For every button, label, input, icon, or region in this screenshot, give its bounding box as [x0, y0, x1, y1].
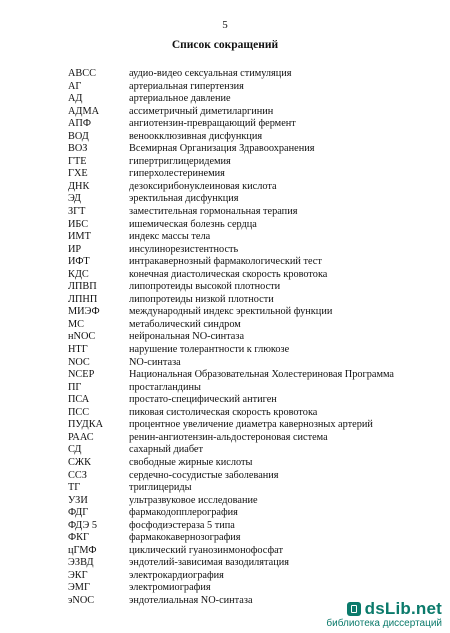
abbreviation-term: ГТЕ [68, 155, 87, 167]
abbreviation-definition: нейрональная NO-синтаза [129, 331, 245, 343]
abbreviation-definition: простагландины [129, 381, 201, 393]
abbreviation-term: нNOC [68, 331, 96, 343]
abbreviation-term: ИР [68, 243, 82, 255]
abbreviation-definition: индекс массы тела [129, 231, 211, 243]
abbreviation-definition: фармакодопплерография [129, 507, 238, 519]
abbreviation-definition: заместительная гормональная терапия [129, 206, 298, 218]
abbreviation-definition: веноокклюзивная дисфункция [129, 130, 263, 142]
list-item [68, 156, 428, 169]
abbreviation-definition: электрокардиография [129, 569, 224, 581]
list-item [68, 118, 428, 131]
watermark [326, 599, 442, 629]
abbreviation-term: ССЗ [68, 469, 87, 481]
list-item [68, 407, 428, 420]
abbreviation-term: ЭЗВД [68, 557, 94, 569]
abbreviation-term: ПУДКА [68, 419, 104, 431]
abbreviation-term: ПСС [68, 406, 90, 418]
abbreviation-definition: липопротеиды высокой плотности [129, 281, 281, 293]
abbreviation-term: СЖК [68, 456, 91, 468]
list-item [68, 181, 428, 194]
list-item [68, 582, 428, 595]
abbreviation-term: ИБС [68, 218, 89, 230]
abbreviation-definition: артериальное давление [129, 93, 231, 105]
list-item [68, 394, 428, 407]
abbreviation-term: АВСС [68, 68, 97, 79]
abbreviation-definition: эндотелиальная NO-синтаза [129, 594, 253, 606]
abbreviation-term: КДС [68, 268, 89, 280]
abbreviation-definition: интракавернозный фармакологический тест [129, 256, 322, 268]
abbreviation-definition: фармакокавернозография [129, 532, 241, 544]
abbreviation-definition: конечная диастолическая скорость кровотока [129, 268, 328, 280]
abbreviation-term: ЭКГ [68, 569, 88, 581]
list-item [68, 93, 428, 106]
abbreviation-definition: свободные жирные кислоты [129, 456, 253, 468]
abbreviation-term: ГХЕ [68, 168, 88, 180]
list-item [68, 344, 428, 357]
abbreviation-definition: процентное увеличение диаметра кавернозных артерий [129, 419, 373, 431]
abbreviation-definition: инсулинорезистентность [129, 243, 239, 255]
abbreviation-definition: триглицериды [129, 482, 192, 494]
abbreviation-term: ТГ [68, 482, 81, 494]
list-item [68, 81, 428, 94]
abbreviation-term: МИЭФ [68, 306, 100, 318]
abbreviation-term: ПСА [68, 394, 90, 406]
abbreviation-definition: ассиметричный диметиларгинин [129, 105, 274, 117]
abbreviation-definition: NO-синтаза [129, 356, 181, 368]
list-item [68, 269, 428, 282]
abbreviation-definition: дезоксирибонуклеиновая кислота [129, 180, 277, 192]
abbreviation-definition: ренин-ангиотензин-альдостероновая система [129, 431, 328, 443]
abbreviation-term: ПГ [68, 381, 82, 393]
abbreviation-term: ЛПВП [68, 281, 97, 293]
abbreviation-definition: эректильная дисфункция [129, 193, 239, 205]
abbreviation-definition: сердечно-сосудистые заболевания [129, 469, 279, 481]
abbreviation-definition: нарушение толерантности к глюкозе [129, 344, 290, 356]
abbreviation-term: ФДГ [68, 507, 89, 519]
list-item [68, 545, 428, 558]
list-item [68, 457, 428, 470]
book-icon [347, 602, 361, 616]
abbreviation-term: ЭД [68, 193, 81, 205]
abbreviation-term: ИМТ [68, 231, 91, 243]
abbreviation-term: АПФ [68, 118, 92, 130]
watermark-brand: dsLib.net [364, 599, 442, 618]
list-item [68, 219, 428, 232]
abbreviation-definition: гиперхолестеринемия [129, 168, 225, 180]
abbreviation-definition: ангиотензин-превращающий фермент [129, 118, 296, 130]
list-item [68, 306, 428, 319]
abbreviation-term: АГ [68, 80, 82, 92]
abbreviation-definition: липопротеиды низкой плотности [129, 293, 274, 305]
abbreviation-definition: простато-специфический антиген [129, 394, 277, 406]
list-item [68, 319, 428, 332]
abbreviation-term: АД [68, 93, 83, 105]
abbreviation-term: цГМФ [68, 544, 97, 556]
abbreviation-definition: пиковая систолическая скорость кровотока [129, 406, 318, 418]
abbreviation-term: ФДЭ 5 [68, 519, 98, 531]
abbreviation-term: ЛПНП [68, 293, 98, 305]
abbreviation-term: РААС [68, 431, 94, 443]
abbreviation-definition: международный индекс эректильной функции [129, 306, 333, 318]
abbreviation-term: ВОД [68, 130, 89, 142]
list-item [68, 331, 428, 344]
list-item [68, 256, 428, 269]
abbreviation-term: ВОЗ [68, 143, 88, 155]
list-item [68, 131, 428, 144]
abbreviation-term: ФКГ [68, 532, 89, 544]
list-item [68, 369, 428, 382]
abbreviation-term: АДМА [68, 105, 100, 117]
list-item [68, 382, 428, 395]
abbreviation-term: ЗГТ [68, 206, 86, 218]
abbreviation-term: ИФТ [68, 256, 90, 268]
list-item [68, 444, 428, 457]
list-item [68, 244, 428, 257]
list-item [68, 432, 428, 445]
abbreviation-definition: артериальная гипертензия [129, 80, 244, 92]
abbreviation-term: МС [68, 318, 85, 330]
abbreviation-term: NCEP [68, 369, 95, 381]
list-item [68, 470, 428, 483]
abbreviation-definition: фосфодиэстераза 5 типа [129, 519, 235, 531]
abbreviation-term: ЭМГ [68, 582, 90, 594]
list-item [68, 206, 428, 219]
list-item [68, 357, 428, 370]
abbreviation-term: НТГ [68, 344, 88, 356]
list-item [68, 106, 428, 119]
watermark-tagline: библиотека диссертаций [326, 618, 442, 629]
list-item [68, 482, 428, 495]
abbreviation-list [68, 68, 428, 608]
list-item [68, 532, 428, 545]
abbreviation-term: эNOC [68, 594, 95, 606]
list-item [68, 68, 428, 81]
list-item [68, 557, 428, 570]
list-item [68, 231, 428, 244]
abbreviation-definition: ишемическая болезнь сердца [129, 218, 257, 230]
abbreviation-definition: метаболический синдром [129, 318, 241, 330]
abbreviation-definition: Национальная Образовательная Холестериновая Программа [129, 369, 394, 381]
list-item [68, 143, 428, 156]
abbreviation-term: УЗИ [68, 494, 88, 506]
abbreviation-definition: электромиография [129, 582, 211, 594]
abbreviation-definition: Всемирная Организация Здравоохранения [129, 143, 315, 155]
abbreviation-definition: циклический гуанозинмонофосфат [129, 544, 283, 556]
list-item [68, 419, 428, 432]
abbreviation-term: ДНК [68, 180, 90, 192]
list-item [68, 520, 428, 533]
page-number: 5 [222, 19, 228, 31]
abbreviation-definition: гипертриглицеридемия [129, 155, 231, 167]
page-title: Список сокращений [171, 39, 279, 51]
list-item [68, 495, 428, 508]
list-item [68, 570, 428, 583]
abbreviation-term: СД [68, 444, 82, 456]
list-item [68, 193, 428, 206]
abbreviation-definition: сахарный диабет [129, 444, 204, 456]
list-item [68, 294, 428, 307]
abbreviation-definition: ультразвуковое исследование [129, 494, 258, 506]
list-item [68, 281, 428, 294]
abbreviation-term: NOC [68, 356, 90, 368]
list-item [68, 168, 428, 181]
list-item [68, 507, 428, 520]
abbreviation-definition: аудио-видео сексуальная стимуляция [129, 68, 292, 79]
abbreviation-definition: эндотелий-зависимая вазодилятация [129, 557, 289, 569]
